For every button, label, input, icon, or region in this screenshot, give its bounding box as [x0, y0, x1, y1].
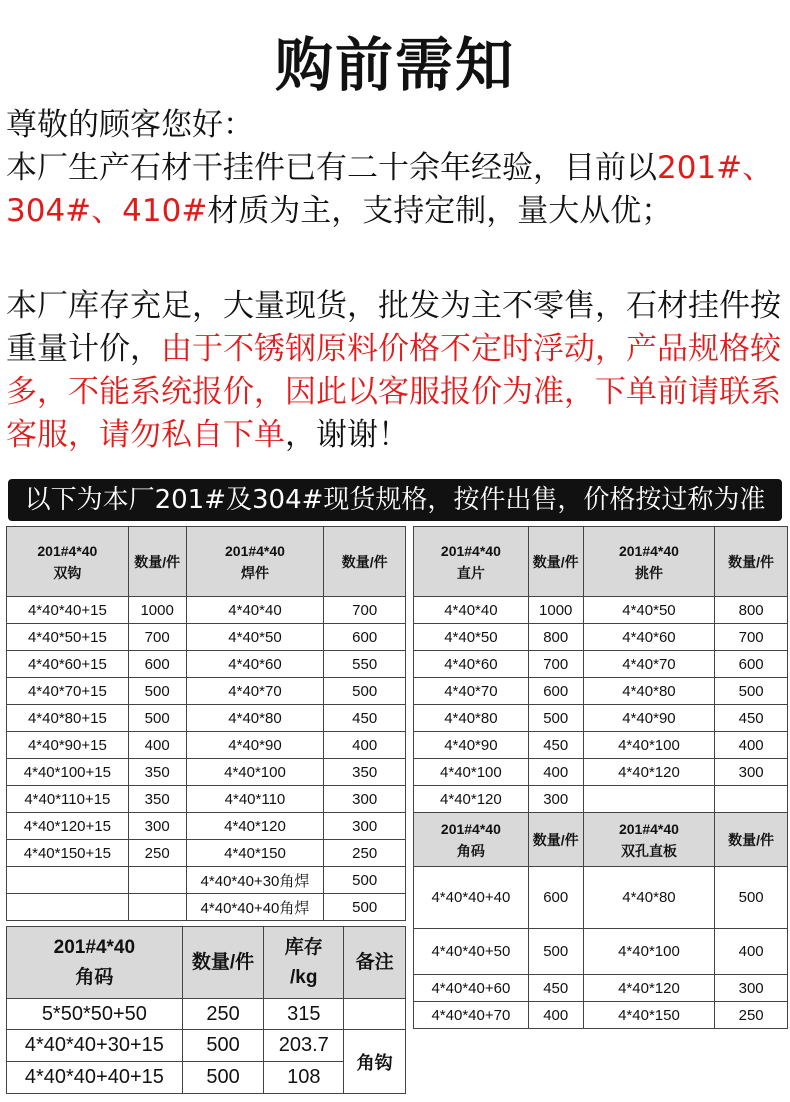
- cell-quantity: 500: [715, 867, 788, 929]
- header-stock-kg: 库存 /kg: [264, 927, 344, 999]
- cell-stock: 315: [264, 999, 344, 1030]
- cell-remark: [344, 999, 406, 1030]
- cell-quantity: 500: [324, 867, 406, 894]
- table-double-hook-weld: [6, 526, 406, 921]
- cell-spec: 4*40*40+40角焊: [186, 894, 324, 921]
- cell-spec: 4*40*100: [414, 759, 529, 786]
- table-row: [414, 651, 788, 678]
- header-angle-code: 201#4*40 角码: [414, 813, 529, 867]
- table-row: [414, 678, 788, 705]
- table-row: [414, 624, 788, 651]
- table-angle-code-stock: [6, 926, 406, 1094]
- cell-quantity: 400: [128, 732, 186, 759]
- cell-quantity: 400: [715, 929, 788, 975]
- cell-spec: 4*40*90+15: [7, 732, 129, 759]
- table-row: [7, 732, 406, 759]
- cell-spec: 4*40*110: [186, 786, 324, 813]
- notice-text-1: 本厂库存充足，大量现货，批发为主不零售，石材挂件按重量计价，: [6, 288, 781, 367]
- cell-quantity: 250: [128, 840, 186, 867]
- cell-quantity: 600: [528, 678, 583, 705]
- cell-quantity: 500: [528, 705, 583, 732]
- cell-spec: [7, 894, 129, 921]
- cell-quantity: 500: [715, 678, 788, 705]
- table-header-row: [414, 527, 788, 597]
- cell-quantity: 500: [324, 678, 406, 705]
- table-row: [7, 867, 406, 894]
- table-row: [7, 651, 406, 678]
- cell-quantity: 500: [182, 1062, 264, 1094]
- cell-quantity: 600: [128, 651, 186, 678]
- cell-spec: 4*40*70+15: [7, 678, 129, 705]
- cell-spec: 4*40*110+15: [7, 786, 129, 813]
- cell-quantity: 300: [528, 786, 583, 813]
- cell-quantity: 300: [324, 813, 406, 840]
- cell-spec: 4*40*40: [186, 597, 324, 624]
- cell-spec: 4*40*80: [583, 867, 715, 929]
- notice-warning: 由于不锈钢原料价格不定时浮动，产品规格较多，不能系统报价，因此以客服报价为准，下单前请联系客服，请勿私自下单: [6, 331, 781, 453]
- cell-spec: 4*40*60+15: [7, 651, 129, 678]
- cell-spec: 5*50*50+50: [7, 999, 183, 1030]
- cell-spec: 4*40*120+15: [7, 813, 129, 840]
- cell-spec: 4*40*100: [583, 732, 715, 759]
- cell-quantity: 400: [528, 1002, 583, 1029]
- cell-stock: 203.7: [264, 1030, 344, 1062]
- cell-spec: 4*40*40+60: [414, 975, 529, 1002]
- cell-quantity: 500: [528, 929, 583, 975]
- cell-spec: 4*40*40+15: [7, 597, 129, 624]
- table-row: [7, 624, 406, 651]
- cell-spec: 4*40*50: [414, 624, 529, 651]
- cell-quantity: 450: [528, 732, 583, 759]
- cell-spec: 4*40*80: [414, 705, 529, 732]
- cell-quantity: 250: [715, 1002, 788, 1029]
- header-quantity: 数量/件: [324, 527, 406, 597]
- cell-quantity: 350: [128, 786, 186, 813]
- cell-spec: 4*40*40+70: [414, 1002, 529, 1029]
- cell-spec: 4*40*50: [583, 597, 715, 624]
- cell-spec: 4*40*120: [414, 786, 529, 813]
- cell-quantity: 250: [324, 840, 406, 867]
- cell-spec: 4*40*40+50: [414, 929, 529, 975]
- cell-spec: 4*40*40+30角焊: [186, 867, 324, 894]
- intro-text-2: 材质为主，支持定制，量大从优；: [207, 193, 673, 229]
- table-row: [414, 597, 788, 624]
- cell-quantity: 300: [715, 975, 788, 1002]
- cell-spec: 4*40*60: [583, 624, 715, 651]
- cell-spec: 4*40*100: [186, 759, 324, 786]
- cell-quantity: 450: [324, 705, 406, 732]
- cell-quantity: 450: [715, 705, 788, 732]
- page-title: 购前需知: [274, 31, 515, 99]
- header-quantity: 数量/件: [528, 813, 583, 867]
- table-plate-pick: [413, 526, 788, 1029]
- cell-quantity: 450: [528, 975, 583, 1002]
- cell-spec: 4*40*50: [186, 624, 324, 651]
- notice-paragraph: [6, 285, 790, 457]
- cell-spec: 4*40*90: [186, 732, 324, 759]
- cell-spec: 4*40*100: [583, 929, 715, 975]
- cell-spec: [7, 867, 129, 894]
- cell-quantity: [715, 786, 788, 813]
- cell-spec: 4*40*40: [414, 597, 529, 624]
- cell-spec: 4*40*60: [186, 651, 324, 678]
- cell-quantity: 700: [128, 624, 186, 651]
- header-double-hole-plate: 201#4*40 双孔直板: [583, 813, 715, 867]
- table-row: [7, 786, 406, 813]
- cell-spec: 4*40*60: [414, 651, 529, 678]
- cell-stock: 108: [264, 1062, 344, 1094]
- cell-quantity: 500: [128, 705, 186, 732]
- cell-spec: 4*40*80: [583, 678, 715, 705]
- cell-spec: 4*40*50+15: [7, 624, 129, 651]
- table-row: [7, 1030, 406, 1062]
- table-row: [7, 597, 406, 624]
- cell-spec: 4*40*120: [583, 759, 715, 786]
- cell-quantity: 400: [715, 732, 788, 759]
- header-quantity: 数量/件: [128, 527, 186, 597]
- table-row: [7, 678, 406, 705]
- cell-quantity: 300: [128, 813, 186, 840]
- intro-text-1: 本厂生产石材干挂件已有二十余年经验，目前以: [6, 150, 657, 186]
- table-row: [414, 705, 788, 732]
- cell-quantity: 700: [324, 597, 406, 624]
- table-header-row: [414, 813, 788, 867]
- cell-spec: 4*40*80+15: [7, 705, 129, 732]
- cell-remark-angle-hook: 角钩: [344, 1030, 406, 1094]
- header-weld: 201#4*40 焊件: [186, 527, 324, 597]
- header-remark: 备注: [344, 927, 406, 999]
- cell-spec: 4*40*150+15: [7, 840, 129, 867]
- cell-spec: 4*40*40+40+15: [7, 1062, 183, 1094]
- cell-quantity: 500: [128, 678, 186, 705]
- table-row: [414, 759, 788, 786]
- cell-quantity: 600: [324, 624, 406, 651]
- table-row: [414, 975, 788, 1002]
- header-pick-piece: 201#4*40 挑件: [583, 527, 715, 597]
- cell-quantity: 550: [324, 651, 406, 678]
- header-angle-code: 201#4*40 角码: [7, 927, 183, 999]
- header-quantity: 数量/件: [715, 813, 788, 867]
- cell-quantity: [128, 894, 186, 921]
- cell-spec: 4*40*70: [186, 678, 324, 705]
- cell-quantity: 350: [128, 759, 186, 786]
- cell-spec: 4*40*100+15: [7, 759, 129, 786]
- cell-spec: 4*40*80: [186, 705, 324, 732]
- stock-banner: 以下为本厂201#及304#现货规格，按件出售，价格按过称为准: [8, 479, 782, 521]
- table-row: [414, 929, 788, 975]
- cell-quantity: [128, 867, 186, 894]
- cell-quantity: 800: [528, 624, 583, 651]
- greeting: 尊敬的顾客您好：: [6, 107, 254, 143]
- cell-quantity: 1000: [528, 597, 583, 624]
- header-quantity: 数量/件: [182, 927, 264, 999]
- cell-quantity: 600: [528, 867, 583, 929]
- table-row: [414, 1002, 788, 1029]
- header-double-hook: 201#4*40 双钩: [7, 527, 129, 597]
- cell-spec: 4*40*90: [414, 732, 529, 759]
- cell-quantity: 700: [715, 624, 788, 651]
- cell-spec: 4*40*150: [583, 1002, 715, 1029]
- notice-text-2: ，谢谢！: [285, 417, 409, 453]
- table-header-row: [7, 527, 406, 597]
- table-row: [7, 813, 406, 840]
- cell-spec: [583, 786, 715, 813]
- cell-spec: 4*40*120: [186, 813, 324, 840]
- header-flat-piece: 201#4*40 直片: [414, 527, 529, 597]
- table-row: [414, 867, 788, 929]
- cell-spec: 4*40*70: [583, 651, 715, 678]
- table-row: [7, 705, 406, 732]
- header-quantity: 数量/件: [528, 527, 583, 597]
- cell-quantity: 700: [528, 651, 583, 678]
- intro-paragraph: [6, 147, 790, 233]
- table-row: [414, 732, 788, 759]
- cell-spec: 4*40*150: [186, 840, 324, 867]
- cell-quantity: 600: [715, 651, 788, 678]
- intro-materials: 201#、304#、410#: [6, 150, 774, 229]
- header-quantity: 数量/件: [715, 527, 788, 597]
- table-row: [7, 840, 406, 867]
- cell-spec: 4*40*70: [414, 678, 529, 705]
- cell-quantity: 300: [715, 759, 788, 786]
- cell-quantity: 300: [324, 786, 406, 813]
- cell-quantity: 350: [324, 759, 406, 786]
- cell-quantity: 800: [715, 597, 788, 624]
- table-header-row: [7, 927, 406, 999]
- cell-quantity: 400: [528, 759, 583, 786]
- table-row: [7, 999, 406, 1030]
- cell-quantity: 250: [182, 999, 264, 1030]
- table-row: [7, 759, 406, 786]
- cell-quantity: 500: [324, 894, 406, 921]
- cell-spec: 4*40*40+40: [414, 867, 529, 929]
- cell-quantity: 500: [182, 1030, 264, 1062]
- cell-spec: 4*40*40+30+15: [7, 1030, 183, 1062]
- table-row: [414, 786, 788, 813]
- cell-quantity: 1000: [128, 597, 186, 624]
- cell-quantity: 400: [324, 732, 406, 759]
- cell-spec: 4*40*90: [583, 705, 715, 732]
- cell-spec: 4*40*120: [583, 975, 715, 1002]
- table-row: [7, 894, 406, 921]
